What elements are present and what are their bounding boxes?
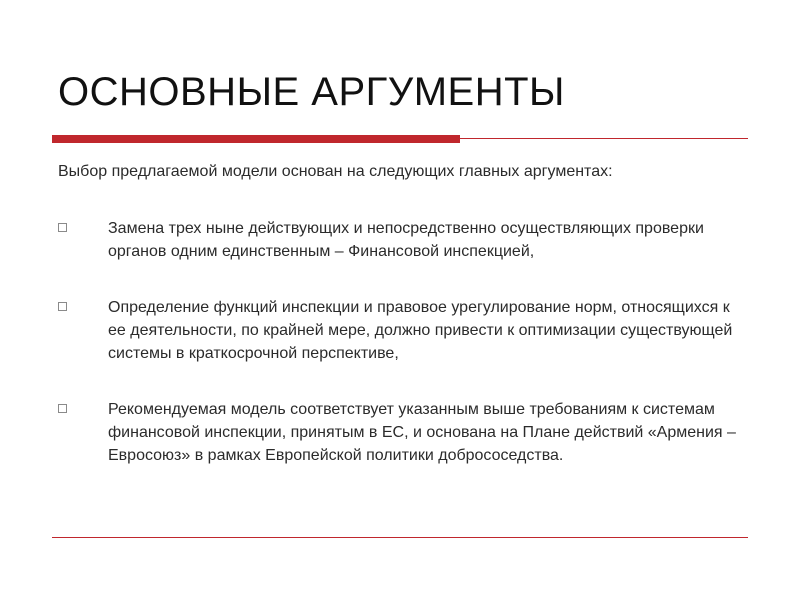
argument-item <box>58 398 738 467</box>
hollow-square-bullet-icon <box>58 302 67 311</box>
argument-text: Определение функций инспекции и правовое урегулирование норм, относящихся к ее деятельности, по крайней мере, должно привести к оптимизации существующей системы в краткосрочной перспективе, <box>108 299 733 362</box>
title-divider-accent-bar <box>52 135 460 143</box>
hollow-square-bullet-icon <box>58 223 67 232</box>
argument-text: Рекомендуемая модель соответствует указанным выше требованиям к системам финансовой инспекции, принятым в ЕС, и основана на Плане действий «Армения – Евросоюз» в рамках Европейской политики добрососедства. <box>108 401 736 464</box>
slide-body <box>58 160 738 467</box>
argument-item <box>58 296 738 365</box>
hollow-square-bullet-icon <box>58 404 67 413</box>
slide-title: ОСНОВНЫЕ АРГУМЕНТЫ <box>58 70 565 114</box>
intro-text: Выбор предлагаемой модели основан на следующих главных аргументах: <box>58 163 613 180</box>
title-divider <box>52 135 748 145</box>
argument-text: Замена трех ныне действующих и непосредственно осуществляющих проверки органов одним единственным – Финансовой инспекцией, <box>108 220 704 260</box>
bottom-divider <box>52 537 748 538</box>
argument-item <box>58 217 738 263</box>
argument-list <box>58 217 738 467</box>
